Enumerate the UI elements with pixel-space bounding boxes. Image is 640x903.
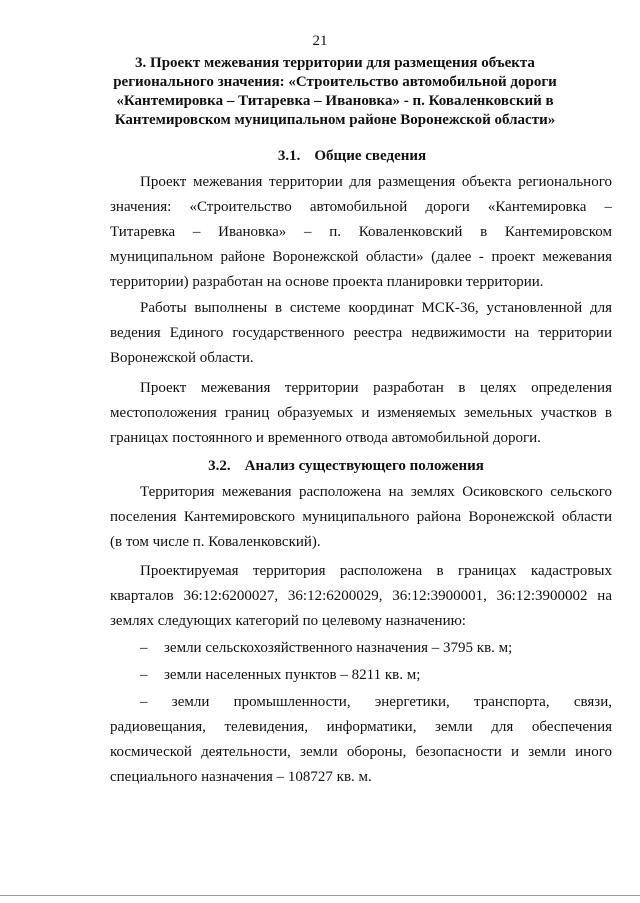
title-line: Кантемировском муниципальном районе Воронежской области» (114, 112, 556, 128)
paragraph (110, 559, 612, 634)
list-item-text: земли сельскохозяйственного назначения – 3795 кв. м; (164, 640, 513, 656)
text-line: Проект межевания территории разработан в целях определения (140, 380, 612, 396)
text-line: специального назначения – 108727 кв. м. (110, 769, 372, 785)
list-item (140, 636, 512, 661)
text-line: ведения Единого государственного реестра недвижимости на территории (110, 325, 612, 341)
text-line: Титаревка – Ивановка» – п. Коваленковский в Кантемировском (110, 224, 612, 240)
list-dash: – (140, 667, 148, 683)
section-title: Общие сведения (314, 148, 427, 164)
section-heading-3-1 (32, 148, 640, 165)
text-line: Территория межевания расположена на землях Осиковского сельского (140, 484, 612, 500)
list-item-text: земли населенных пунктов – 8211 кв. м; (164, 667, 421, 683)
section-title: Анализ существующего положения (244, 458, 484, 474)
paragraph (110, 296, 612, 371)
title-line: «Кантемировка – Титаревка – Ивановка» - п. Коваленковский в (116, 93, 554, 109)
list-item (140, 663, 420, 688)
page-bottom-divider (0, 895, 640, 896)
title-line: 3. Проект межевания территории для размещения объекта (135, 55, 535, 71)
text-line: территории) разработан на основе проекта планировки территории. (110, 274, 544, 290)
text-line: значения: «Строительство автомобильной дороги «Кантемировка – (110, 199, 612, 215)
document-title (100, 54, 570, 130)
page-number: 21 (312, 33, 328, 49)
text-line: местоположения границ образуемых и изменяемых земельных участков в (110, 405, 612, 421)
list-dash: – (140, 640, 148, 656)
text-line: – земли промышленности, энергетики, транспорта, связи, (140, 694, 612, 710)
section-number: 3.1. (277, 148, 301, 164)
text-line: Воронежской области. (110, 350, 254, 366)
text-line: радиовещания, телевидения, информатики, земли для обеспечения (110, 719, 612, 735)
title-line: регионального значения: «Строительство автомобильной дороги (113, 74, 557, 90)
list-item-multiline (110, 690, 612, 790)
text-line: землях следующих категорий по целевому назначению: (110, 613, 466, 629)
text-line: Проект межевания территории для размещения объекта регионального (140, 174, 612, 190)
text-line: космической деятельности, земли обороны, безопасности и земли иного (110, 744, 612, 760)
paragraph (110, 170, 612, 295)
paragraph (110, 480, 612, 555)
text-line: поселения Кантемировского муниципального района Воронежской области (110, 509, 612, 525)
section-number: 3.2. (208, 458, 231, 474)
paragraph (110, 376, 612, 451)
text-line: Работы выполнены в системе координат МСК-36, установленной для (140, 300, 612, 316)
section-heading-3-2 (26, 458, 640, 475)
text-line: границах постоянного и временного отвода автомобильной дороги. (110, 430, 541, 446)
text-line: кварталов 36:12:6200027, 36:12:6200029, 36:12:3900001, 36:12:3900002 на (110, 588, 612, 604)
text-line: муниципальном районе Воронежской области» (далее - проект межевания (110, 249, 612, 265)
text-line: Проектируемая территория расположена в границах кадастровых (140, 563, 612, 579)
text-line: (в том числе п. Коваленковский). (110, 534, 321, 550)
